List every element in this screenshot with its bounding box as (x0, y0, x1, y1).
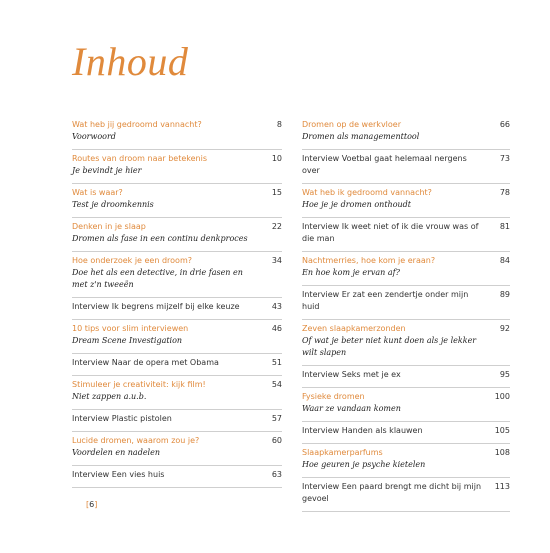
toc-entry-page: 51 (271, 358, 282, 367)
toc-entry-subtitle: Hoe je je dromen onthoudt (302, 200, 412, 209)
toc-entry[interactable] (72, 354, 282, 376)
toc-entry-heading: Dromen op de werkvloer (302, 120, 402, 129)
toc-entry-interview: Interview Ik begrens mijzelf bij elke keuze (72, 302, 240, 311)
toc-entry-page: 66 (499, 120, 510, 129)
toc-entry-interview: Interview Ik weet niet of ik die vrouw was of die man (302, 222, 479, 243)
toc-entry[interactable] (72, 150, 282, 184)
toc-entry-page: 57 (271, 414, 282, 423)
toc-entry-subtitle: Dream Scene Investigation (72, 336, 183, 345)
toc-entry-interview: Interview Er zat een zendertje onder mijn huid (302, 290, 469, 311)
toc-entry-page: 81 (499, 222, 510, 231)
toc-entry-page: 8 (276, 120, 282, 129)
toc-entry[interactable] (302, 150, 510, 184)
toc-entry[interactable] (302, 116, 510, 150)
toc-entry[interactable] (72, 218, 282, 252)
toc-entry-page: 34 (271, 256, 282, 265)
toc-entry[interactable] (302, 444, 510, 478)
toc-entry-heading: Hoe onderzoek je een droom? (72, 256, 192, 265)
toc-entry-heading: 10 tips voor slim interviewen (72, 324, 189, 333)
toc-entry[interactable] (72, 410, 282, 432)
toc-entry-page: 108 (494, 448, 510, 457)
toc-entry[interactable] (302, 184, 510, 218)
toc-entry-interview: Interview Naar de opera met Obama (72, 358, 219, 367)
toc-entry-page: 43 (271, 302, 282, 311)
toc-right-column (302, 116, 510, 512)
toc-entry-page: 105 (494, 426, 510, 435)
toc-entry-heading: Stimuleer je creativiteit: kijk film! (72, 380, 206, 389)
toc-entry-heading: Nachtmerries, hoe kom je eraan? (302, 256, 436, 265)
toc-entry-page: 46 (271, 324, 282, 333)
toc-entry-page: 73 (499, 154, 510, 163)
toc-entry-page: 84 (499, 256, 510, 265)
toc-entry[interactable] (302, 218, 510, 252)
toc-entry-subtitle: Dromen als managementtool (302, 132, 420, 141)
toc-entry-heading: Routes van droom naar betekenis (72, 154, 207, 163)
toc-entry[interactable] (302, 252, 510, 286)
toc-entry-interview: Interview Een vies huis (72, 470, 165, 479)
toc-left-column (72, 116, 282, 488)
toc-entry-interview: Interview Een paard brengt me dicht bij mijn gevoel (302, 482, 482, 503)
toc-entry-heading: Wat is waar? (72, 188, 123, 197)
toc-entry-page: 22 (271, 222, 282, 231)
toc-entry-interview: Interview Seks met je ex (302, 370, 401, 379)
toc-entry-subtitle: Voordelen en nadelen (72, 448, 160, 457)
toc-entry-subtitle: Of wat je beter niet kunt doen als je lekker wilt slapen (302, 336, 477, 357)
toc-entry-page: 60 (271, 436, 282, 445)
toc-entry[interactable] (72, 466, 282, 488)
toc-entry-heading: Slaapkamerparfums (302, 448, 383, 457)
toc-entry[interactable] (72, 252, 282, 298)
page-title: Inhoud (72, 39, 189, 84)
toc-entry-page: 89 (499, 290, 510, 299)
toc-entry-page: 63 (271, 470, 282, 479)
toc-entry-subtitle: Doe het als een detective, in drie fasen en met z'n tweeën (72, 268, 243, 289)
toc-entry-page: 113 (494, 482, 510, 491)
toc-entry[interactable] (72, 184, 282, 218)
toc-entry[interactable] (302, 320, 510, 366)
toc-entry-page: 54 (271, 380, 282, 389)
toc-entry-interview: Interview Handen als klauwen (302, 426, 423, 435)
toc-entry[interactable] (72, 116, 282, 150)
toc-entry-page: 95 (499, 370, 510, 379)
toc-entry-heading: Fysieke dromen (302, 392, 365, 401)
toc-entry-subtitle: En hoe kom je ervan af? (302, 268, 400, 277)
toc-entry[interactable] (302, 422, 510, 444)
toc-entry[interactable] (302, 286, 510, 320)
toc-entry[interactable] (72, 320, 282, 354)
page-number (86, 500, 97, 509)
toc-entry-subtitle: Hoe geuren je psyche kietelen (302, 460, 426, 469)
toc-entry-subtitle: Waar ze vandaan komen (302, 404, 401, 413)
toc-entry-subtitle: Dromen als fase in een continu denkproces (72, 234, 248, 243)
toc-entry[interactable] (302, 478, 510, 512)
page-number-value: 6 (89, 500, 95, 509)
toc-entry[interactable] (302, 366, 510, 388)
toc-entry-page: 100 (494, 392, 510, 401)
toc-entry-heading: Lucide dromen, waarom zou je? (72, 436, 200, 445)
toc-entry[interactable] (72, 432, 282, 466)
toc-entry[interactable] (72, 376, 282, 410)
page-number-bracket-open: [ (86, 500, 90, 509)
toc-entry[interactable] (302, 388, 510, 422)
toc-entry-subtitle: Je bevindt je hier (72, 166, 142, 175)
toc-entry-interview: Interview Voetbal gaat helemaal nergens over (302, 154, 467, 175)
toc-entry-page: 92 (499, 324, 510, 333)
toc-entry-page: 15 (271, 188, 282, 197)
toc-entry-page: 10 (271, 154, 282, 163)
toc-entry-interview: Interview Plastic pistolen (72, 414, 172, 423)
page-number-bracket-close: ] (94, 500, 98, 509)
toc-entry-heading: Wat heb ik gedroomd vannacht? (302, 188, 432, 197)
toc-entry[interactable] (72, 298, 282, 320)
toc-entry-heading: Wat heb jij gedroomd vannacht? (72, 120, 202, 129)
toc-entry-heading: Denken in je slaap (72, 222, 146, 231)
toc-entry-subtitle: Voorwoord (72, 132, 116, 141)
toc-entry-page: 78 (499, 188, 510, 197)
toc-entry-subtitle: Test je droomkennis (72, 200, 154, 209)
toc-entry-heading: Zeven slaapkamerzonden (302, 324, 406, 333)
toc-entry-subtitle: Niet zappen a.u.b. (72, 392, 147, 401)
